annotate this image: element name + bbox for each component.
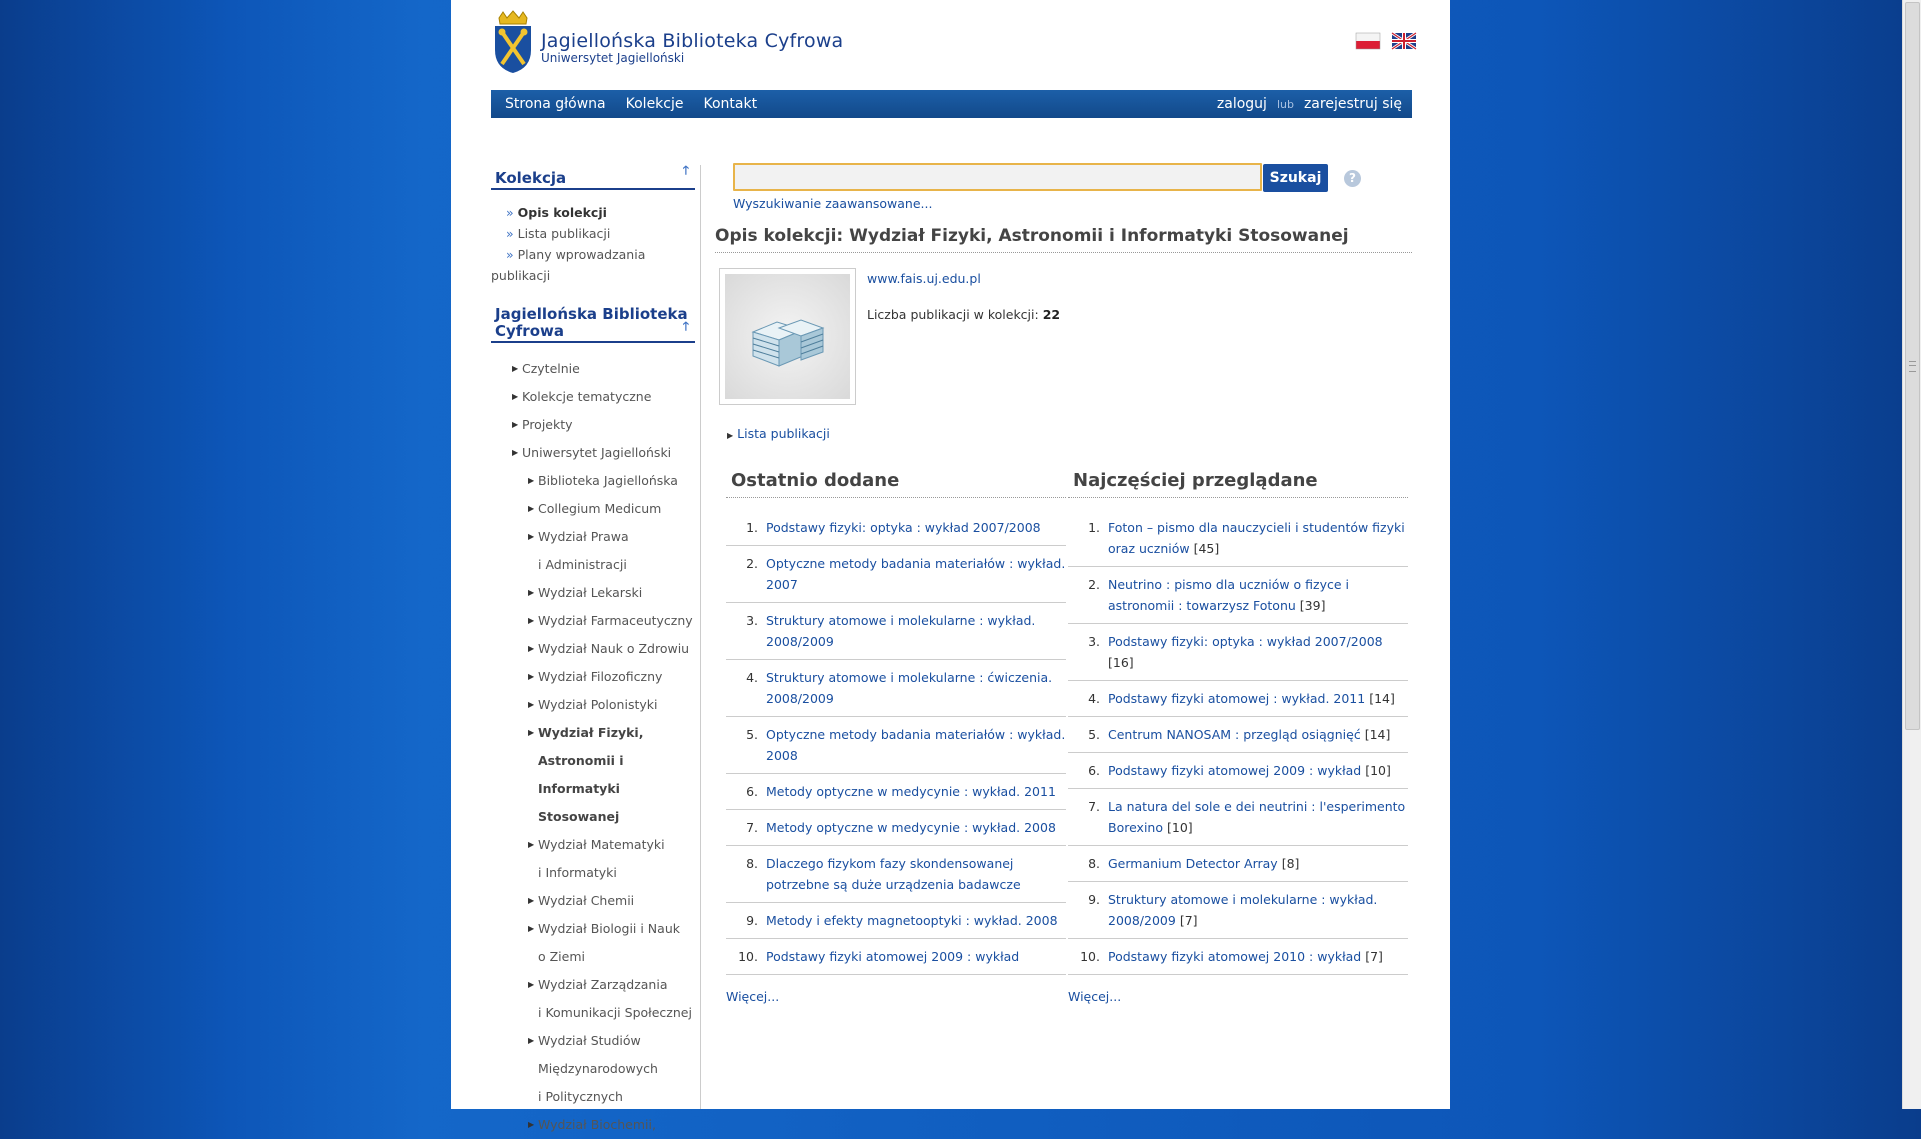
most-viewed-title: Najczęściej przeglądane (1068, 470, 1408, 498)
tree-item-label[interactable]: Wydział Zarządzania (538, 977, 668, 992)
rank-number: 10. (1080, 949, 1100, 964)
list-item (726, 546, 1066, 603)
list-item (1068, 939, 1408, 975)
tree-item[interactable] (491, 859, 695, 887)
sidebar-link-label[interactable]: Plany wprowadzania (517, 247, 646, 262)
most-viewed-list (1068, 510, 1408, 975)
publication-list-link[interactable] (727, 426, 830, 441)
publication-list-label[interactable]: Lista publikacji (737, 426, 830, 441)
list-item (1068, 789, 1408, 846)
recently-added-title: Ostatnio dodane (726, 470, 1066, 498)
list-item (1068, 846, 1408, 882)
help-icon[interactable]: ? (1344, 170, 1361, 187)
sidebar-link-label[interactable]: publikacji (491, 268, 551, 283)
english-flag-icon[interactable] (1392, 33, 1416, 49)
publication-link[interactable]: Podstawy fizyki: optyka : wykład 2007/2008 (1108, 634, 1383, 649)
most-viewed-section (1068, 470, 1408, 1004)
tree-item[interactable] (491, 915, 695, 943)
tree-item-label[interactable]: i Informatyki (538, 865, 617, 880)
polish-flag-icon[interactable] (1356, 33, 1380, 49)
library-heading (491, 306, 695, 343)
tree-item-label[interactable]: Uniwersytet Jagielloński (522, 445, 672, 460)
tree-item[interactable] (491, 943, 695, 971)
tree-item[interactable] (491, 803, 695, 831)
publication-link[interactable]: Centrum NANOSAM : przegląd osiągnięć (1108, 727, 1361, 742)
list-item (726, 903, 1066, 939)
collection-website-link[interactable]: www.fais.uj.edu.pl (867, 271, 981, 286)
triangle-right-icon: ▶ (528, 476, 535, 485)
raquo-icon: » (506, 247, 518, 262)
rank-number: 1. (746, 520, 758, 535)
list-item (726, 810, 1066, 846)
triangle-right-icon: ▶ (528, 896, 535, 905)
sidebar-item-plany[interactable] (506, 244, 695, 265)
page-scrollbar[interactable] (1902, 0, 1921, 1109)
triangle-right-icon: ▶ (528, 840, 535, 849)
publication-link[interactable]: Dlaczego fizykom fazy skondensowanej potrzebne są duże urządzenia badawcze (766, 856, 1021, 892)
library-heading-line2: Cyfrowa (495, 322, 564, 340)
tree-item-label[interactable]: Wydział Farmaceutyczny (538, 613, 693, 628)
or-text: lub (1276, 98, 1294, 111)
view-count: [16] (1108, 655, 1134, 670)
publication-link[interactable]: Podstawy fizyki atomowej 2009 : wykład (1108, 763, 1362, 778)
tree-item-label[interactable]: Wydział Lekarski (538, 585, 643, 600)
tree-item-label[interactable]: Biblioteka Jagiellońska (538, 473, 678, 488)
tree-item-label[interactable]: Wydział Polonistyki (538, 697, 658, 712)
tree-item[interactable] (491, 887, 695, 915)
list-item (726, 774, 1066, 810)
tree-item-label[interactable]: Collegium Medicum (538, 501, 662, 516)
scroll-grip-icon (1909, 361, 1916, 372)
list-item (1068, 510, 1408, 567)
rank-number: 10. (738, 949, 758, 964)
tree-item-label[interactable]: o Ziemi (538, 949, 585, 964)
tree-item-label[interactable]: Wydział Prawa (538, 529, 629, 544)
tree-item[interactable] (491, 1027, 695, 1055)
list-item (1068, 717, 1408, 753)
publication-link[interactable]: Metody optyczne w medycynie : wykład. 2011 (766, 784, 1056, 799)
tree-item[interactable] (491, 551, 695, 579)
site-title[interactable]: Jagiellońska Biblioteka Cyfrowa (541, 30, 844, 52)
rank-number: 3. (746, 613, 758, 628)
triangle-right-icon: ▶ (528, 1120, 535, 1129)
view-count: [14] (1364, 727, 1391, 742)
rank-number: 2. (746, 556, 758, 571)
triangle-right-icon: ▶ (528, 1036, 535, 1045)
view-count: [45] (1193, 541, 1220, 556)
tree-item[interactable] (491, 579, 695, 607)
publication-link[interactable]: Optyczne metody badania materiałów : wykład. 2008 (766, 727, 1066, 763)
rank-number: 4. (1088, 691, 1100, 706)
scroll-thumb[interactable] (1905, 2, 1920, 730)
tree-item[interactable] (491, 691, 695, 719)
tree-item-label[interactable]: Astronomii i Informatyki (538, 753, 624, 796)
list-item (1068, 567, 1408, 624)
tree-item[interactable] (491, 635, 695, 663)
tree-item[interactable] (491, 971, 695, 999)
collection-links (491, 202, 695, 286)
rank-number: 9. (1088, 892, 1100, 907)
view-count: [14] (1369, 691, 1395, 706)
collection-thumbnail (719, 268, 856, 405)
list-item (1068, 753, 1408, 789)
tree-item[interactable] (491, 719, 695, 747)
rank-number: 5. (746, 727, 758, 742)
register-link[interactable]: zarejestruj się (1303, 96, 1402, 112)
triangle-right-icon: ▶ (512, 364, 519, 373)
rank-number: 8. (746, 856, 758, 871)
triangle-right-icon: ▶ (512, 420, 519, 429)
tree-item[interactable] (491, 467, 695, 495)
triangle-right-icon: ▶ (528, 672, 535, 681)
arrow-up-icon[interactable]: 🡑 (682, 163, 689, 177)
view-count: [7] (1365, 949, 1383, 964)
list-item (726, 603, 1066, 660)
view-count: [10] (1166, 820, 1193, 835)
triangle-right-icon: ▶ (528, 504, 535, 513)
triangle-right-icon: ▶ (528, 728, 535, 737)
view-count: [39] (1299, 598, 1326, 613)
collection-heading-label: Kolekcja (495, 169, 567, 187)
rank-number: 6. (746, 784, 758, 799)
sidebar-link-label[interactable]: Opis kolekcji (517, 205, 607, 220)
view-count: [7] (1179, 913, 1198, 928)
publication-link[interactable]: Struktury atomowe i molekularne : wykład. 2008/2009 (766, 613, 1036, 649)
publication-count-label: Liczba publikacji w kolekcji: (867, 307, 1039, 322)
viewed-more-link[interactable]: Więcej... (1068, 989, 1122, 1004)
advanced-search-link[interactable]: Wyszukiwanie zaawansowane... (733, 196, 933, 211)
sidebar-item-plany-cont[interactable] (491, 265, 695, 286)
rank-number: 3. (1088, 634, 1100, 649)
site-subtitle: Uniwersytet Jagielloński (541, 51, 685, 65)
tree-item-label[interactable]: Czytelnie (522, 361, 580, 376)
tree-item[interactable] (491, 411, 695, 439)
view-count: [8] (1281, 856, 1300, 871)
rank-number: 1. (1088, 520, 1100, 535)
rank-number: 6. (1088, 763, 1100, 778)
rank-number: 4. (746, 670, 758, 685)
rank-number: 8. (1088, 856, 1100, 871)
rank-number: 2. (1088, 577, 1100, 592)
tree-item[interactable] (491, 383, 695, 411)
sidebar-item-opis-kolekcji[interactable] (506, 202, 695, 223)
tree-item-label[interactable]: Kolekcje tematyczne (522, 389, 652, 404)
publication-link[interactable]: Foton – pismo dla nauczycieli i studentów fizyki oraz uczniów (1108, 520, 1405, 556)
publication-link[interactable]: Podstawy fizyki atomowej 2010 : wykład (1108, 949, 1362, 964)
tree-item-label[interactable]: Wydział Filozoficzny (538, 669, 663, 684)
tree-item-label[interactable]: Projekty (522, 417, 573, 432)
list-item (726, 717, 1066, 774)
publication-count (867, 307, 1060, 322)
publication-link[interactable]: La natura del sole e dei neutrini : l'esperimento Borexino (1108, 799, 1406, 835)
rank-number: 5. (1088, 727, 1100, 742)
tree-item[interactable] (491, 999, 695, 1027)
sidebar-divider (700, 165, 701, 1109)
triangle-right-icon: ▶ (512, 448, 519, 457)
login-link[interactable]: zaloguj (1216, 96, 1267, 112)
tree-item[interactable] (491, 1111, 695, 1139)
tree-item[interactable] (491, 831, 695, 859)
tree-item[interactable] (491, 663, 695, 691)
page-container (451, 0, 1450, 1132)
tree-item-label[interactable]: Wydział Nauk o Zdrowiu (538, 641, 690, 656)
list-item (726, 660, 1066, 717)
tree-item-label[interactable]: Międzynarodowych (538, 1061, 658, 1076)
recently-added-list (726, 510, 1066, 975)
language-switcher (1356, 33, 1416, 49)
tree-item[interactable] (491, 1083, 695, 1111)
arrow-up-icon[interactable]: 🡑 (682, 319, 689, 333)
tree-item-label[interactable]: Wydział Studiów (538, 1033, 641, 1048)
recently-added-section (726, 470, 1066, 1004)
tree-item-label[interactable]: Wydział Fizyki, (538, 725, 644, 740)
list-item (1068, 624, 1408, 681)
tree-item-label[interactable]: Wydział Chemii (538, 893, 635, 908)
publication-link[interactable]: Struktury atomowe i molekularne : wykład. 2008/2009 (1108, 892, 1378, 928)
tree-item-label[interactable]: Stosowanej (538, 809, 620, 824)
publication-count-value: 22 (1042, 307, 1061, 322)
thumbnail-background (725, 274, 850, 399)
search-input[interactable] (733, 163, 1262, 191)
raquo-icon: » (506, 226, 518, 241)
tree-item-label[interactable]: i Administracji (538, 557, 627, 572)
nav-collections[interactable]: Kolekcje (625, 96, 684, 112)
tree-item-label[interactable]: Wydział Biochemii, (538, 1117, 656, 1132)
list-item (1068, 681, 1408, 717)
nav-home[interactable]: Strona główna (505, 96, 606, 112)
rank-number: 7. (1088, 799, 1100, 814)
sidebar-item-lista-publikacji[interactable] (506, 223, 695, 244)
triangle-right-icon: ▶ (528, 644, 535, 653)
list-item (726, 846, 1066, 903)
tree-item-label[interactable]: Wydział Matematyki (538, 837, 665, 852)
nav-contact[interactable]: Kontakt (703, 96, 758, 112)
library-heading-line1: Jagiellońska Biblioteka (495, 305, 688, 323)
tree-item-label[interactable]: Wydział Biologii i Nauk (538, 921, 680, 936)
rank-number: 7. (746, 820, 758, 835)
publication-link[interactable]: Podstawy fizyki atomowej 2009 : wykład (766, 949, 1020, 964)
triangle-right-icon: ▶ (528, 980, 535, 989)
page-title: Opis kolekcji: Wydział Fizyki, Astronomii i Informatyki Stosowanej (715, 226, 1412, 253)
raquo-icon: » (506, 205, 518, 220)
triangle-right-icon: ▶ (512, 392, 519, 401)
publication-link[interactable]: Struktury atomowe i molekularne : ćwiczenia. 2008/2009 (766, 670, 1053, 706)
left-sidebar (491, 165, 695, 1139)
university-crest-icon (493, 10, 533, 74)
list-item (726, 939, 1066, 975)
books-stack-icon (725, 274, 850, 399)
tree-item[interactable] (491, 607, 695, 635)
recent-more-link[interactable]: Więcej... (726, 989, 780, 1004)
triangle-right-icon: ▶ (528, 588, 535, 597)
top-navigation (491, 90, 1412, 118)
tree-item-label[interactable]: i Politycznych (538, 1089, 623, 1104)
search-bar (733, 163, 1412, 193)
publication-link[interactable]: Metody optyczne w medycynie : wykład. 2008 (766, 820, 1056, 835)
triangle-right-icon: ▶ (727, 431, 734, 440)
publication-link[interactable]: Metody i efekty magnetooptyki : wykład. 2008 (766, 913, 1058, 928)
publication-link[interactable]: Podstawy fizyki atomowej : wykład. 2011 (1108, 691, 1366, 706)
list-item (726, 510, 1066, 546)
tree-item-label[interactable]: i Komunikacji Społecznej (538, 1005, 692, 1020)
library-tree (491, 355, 695, 1139)
collection-heading (491, 165, 695, 190)
search-button[interactable]: Szukaj (1263, 164, 1328, 192)
rank-number: 9. (746, 913, 758, 928)
publication-link[interactable]: Neutrino : pismo dla uczniów o fizyce i astronomii : towarzysz Fotonu (1108, 577, 1350, 613)
publication-link[interactable]: Germanium Detector Array (1108, 856, 1278, 871)
triangle-right-icon: ▶ (528, 924, 535, 933)
publication-link[interactable]: Optyczne metody badania materiałów : wykład. 2007 (766, 556, 1066, 592)
tree-item[interactable] (491, 355, 695, 383)
sidebar-link-label[interactable]: Lista publikacji (517, 226, 611, 241)
publication-link[interactable]: Podstawy fizyki: optyka : wykład 2007/2008 (766, 520, 1041, 535)
tree-item[interactable] (491, 1055, 695, 1083)
tree-item[interactable] (491, 439, 695, 467)
triangle-right-icon: ▶ (528, 532, 535, 541)
triangle-right-icon: ▶ (528, 700, 535, 709)
tree-item[interactable] (491, 495, 695, 523)
triangle-right-icon: ▶ (528, 616, 535, 625)
list-item (1068, 882, 1408, 939)
tree-item[interactable] (491, 523, 695, 551)
tree-item[interactable] (491, 747, 695, 803)
view-count: [10] (1365, 763, 1391, 778)
